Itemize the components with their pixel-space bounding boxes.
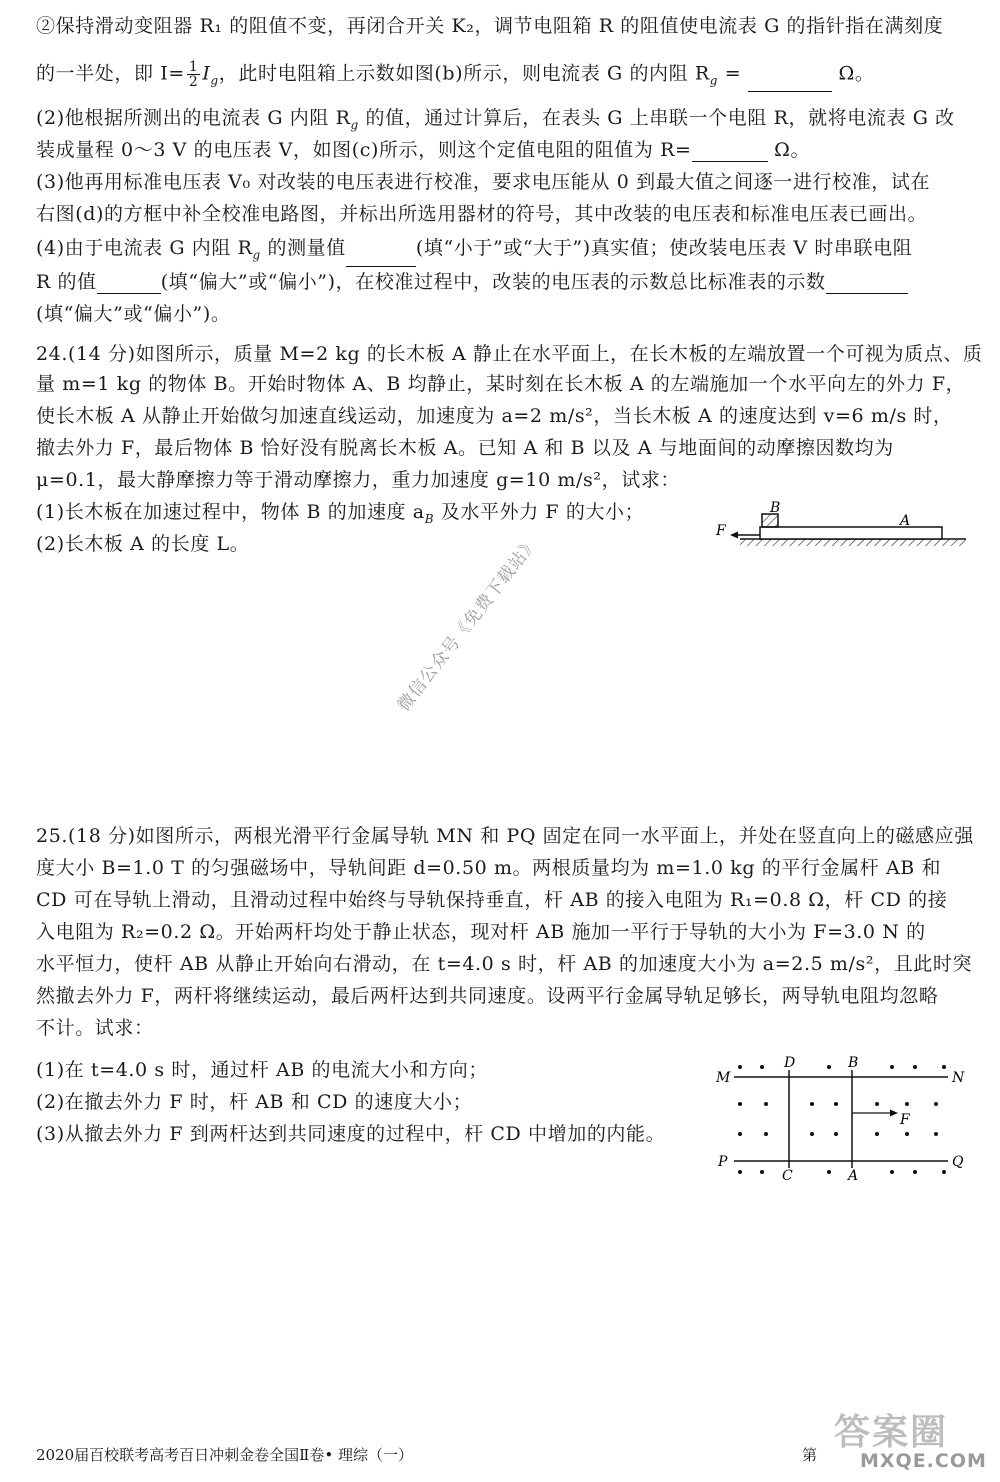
q23-part4-pre: (4)由于电流表 G 内阻 R <box>36 237 253 259</box>
q23-part2-line1 <box>36 106 955 137</box>
q25-line6: 然撤去外力 F，两杆将继续运动，最后两杆达到共同速度。设两平行金属导轨足够长，两导轨电阻均忽略 <box>36 985 939 1007</box>
q23-part4-line3: (填“偏大”或“偏小”)。 <box>36 303 231 325</box>
q23-step2-post: ，此时电阻箱上示数如图(b)所示，则电流表 G 的内阻 R <box>218 62 710 85</box>
answer-blank-rg[interactable] <box>748 73 832 92</box>
q25-line1: 25.(18 分)如图所示，两根光滑平行金属导轨 MN 和 PQ 固定在同一水平面上，并处在竖直向上的磁感应强 <box>36 825 974 847</box>
q23-step2-line2 <box>36 60 875 92</box>
q24-q1-text: (1)长木板在加速过程中，物体 B 的加速度 a <box>36 501 425 523</box>
q25-question3: (3)从撤去外力 F 到两杆达到共同速度的过程中，杆 CD 中增加的内能。 <box>36 1123 666 1145</box>
equals-sign: = <box>718 62 748 85</box>
q23-part3-line2: 右图(d)的方框中补全校准电路图，并标出所选用器材的符号，其中改装的电压表和标准电压表已画出。 <box>36 203 928 225</box>
logo-text: 答案圈 <box>834 1412 949 1453</box>
q25-question1: (1)在 t=4.0 s 时，通过杆 AB 的电流大小和方向； <box>36 1059 488 1081</box>
fraction-denominator: 2 <box>188 74 199 90</box>
rg-subscript: g <box>350 117 359 132</box>
q23-part4-line1 <box>36 236 912 267</box>
q25-line4: 入电阻为 R₂=0.2 Ω。开始两杆均处于静止状态，现对杆 AB 施加一平行于导轨的大小为 F=3.0 N 的 <box>36 921 926 943</box>
label-c: C <box>782 1168 793 1184</box>
site-text: MXQE.COM <box>860 1450 987 1472</box>
watermark-text: 微信公众号《免费下载站》 <box>393 532 543 716</box>
q23-part4-line2 <box>36 270 908 294</box>
footer-page: 第 <box>802 1446 818 1464</box>
q25-figure <box>712 1054 974 1184</box>
footer-title: 2020届百校联考高考百日冲刺金卷全国Ⅱ卷• 理综（一） <box>36 1446 413 1464</box>
q23-part2-a-post: 的值，通过计算后，在表头 G 上串联一个电阻 R，就将电流表 G 改 <box>358 107 955 129</box>
label-p: P <box>718 1154 728 1170</box>
footer-logo <box>834 1400 994 1476</box>
q23-part4-post: (填“小于”或“大于”)真实值；使改装电压表 V 时串联电阻 <box>415 237 913 259</box>
label-q: Q <box>952 1154 964 1170</box>
label-f: F <box>716 523 726 539</box>
ab-subscript: B <box>424 511 435 526</box>
answer-blank-reading[interactable] <box>826 275 908 294</box>
q24-question1 <box>36 500 644 531</box>
q25-line2: 度大小 B=1.0 T 的匀强磁场中，导轨间距 d=0.50 m。两根质量均为 m=1.0 kg 的平行金属杆 AB 和 <box>36 857 942 879</box>
q23-part4-mid: 的测量值 <box>260 237 346 259</box>
q23-part2-b: 装成量程 0～3 V 的电压表 V，如图(c)所示，则这个定值电阻的阻值为 R= <box>36 139 692 161</box>
q23-part4b-pre: R 的值 <box>36 271 97 293</box>
q24-question2: (2)长木板 A 的长度 L。 <box>36 533 250 555</box>
label-m: M <box>716 1070 731 1086</box>
q23-part2-a: (2)他根据所测出的电流表 G 内阻 R <box>36 107 351 129</box>
q24-figure <box>710 498 972 554</box>
label-b: B <box>770 500 781 516</box>
label-f: F <box>900 1112 910 1128</box>
resistance-subscript: g <box>709 73 719 88</box>
q23-step2-line1: ②保持滑动变阻器 R₁ 的阻值不变，再闭合开关 K₂，调节电阻箱 R 的阻值使电流表 G 的指针指在满刻度 <box>36 15 944 37</box>
q25-line5: 水平恒力，使杆 AB 从静止开始向右滑动，在 t=4.0 s 时，杆 AB 的加速度大小为 a=2.5 m/s²，且此时突 <box>36 953 973 975</box>
q24-line5: μ=0.1，最大静摩擦力等于滑动摩擦力，重力加速度 g=10 m/s²，试求： <box>36 469 681 491</box>
q24-line2: 量 m=1 kg 的物体 B。开始时物体 A、B 均静止，某时刻在长木板 A 的左端施加一个水平向左的外力 F， <box>36 373 966 395</box>
force-arrow-head <box>730 532 738 539</box>
q23-step2-pre: 的一半处，即 I= <box>36 62 185 85</box>
ohm-unit: Ω。 <box>838 62 875 85</box>
force-arrow-head <box>890 1110 898 1117</box>
ground-hatch <box>740 539 966 546</box>
q25-line3: CD 可在导轨上滑动，且滑动过程中始终与导轨保持垂直，杆 AB 的接入电阻为 R₁=0.8 Ω，杆 CD 的接 <box>36 889 948 911</box>
fraction-numerator: 1 <box>188 59 199 75</box>
q24-line3: 使长木板 A 从静止开始做匀加速直线运动，加速度为 a=2 m/s²，当长木板 A 的速度达到 v=6 m/s 时， <box>36 405 953 427</box>
answer-blank-series[interactable] <box>97 275 161 294</box>
label-b: B <box>848 1055 859 1071</box>
q24-line1: 24.(14 分)如图所示，质量 M=2 kg 的长木板 A 静止在水平面上，在长木板的左端放置一个可视为质点、质 <box>36 343 983 365</box>
label-d: D <box>784 1055 796 1071</box>
label-a: A <box>900 513 911 529</box>
label-a: A <box>848 1168 859 1184</box>
label-n: N <box>952 1070 965 1086</box>
q25-line7: 不计。试求： <box>36 1017 154 1039</box>
current-subscript: g <box>210 73 219 88</box>
board-a <box>760 527 942 539</box>
q23-part2-line2 <box>36 138 810 162</box>
q23-part4b-mid: (填“偏大”或“偏小”)，在校准过程中，改装的电压表的示数总比标准表的示数 <box>160 271 826 293</box>
answer-blank-measure[interactable] <box>346 248 416 267</box>
q23-part3-line1: (3)他再用标准电压表 V₀ 对改装的电压表进行校准，要求电压能从 0 到最大值之间逐一进行校准，试在 <box>36 171 931 193</box>
rg-subscript-2: g <box>252 247 261 262</box>
ohm-unit-2: Ω。 <box>774 139 811 161</box>
half-fraction <box>187 60 201 89</box>
q25-question2: (2)在撤去外力 F 时，杆 AB 和 CD 的速度大小； <box>36 1091 473 1113</box>
q24-line4: 撤去外力 F，最后物体 B 恰好没有脱离长木板 A。已知 A 和 B 以及 A 与地面间的动摩擦因数均为 <box>36 437 894 459</box>
answer-blank-r[interactable] <box>692 143 768 162</box>
current-symbol: I <box>202 62 211 85</box>
magnetic-field-dots <box>738 1065 946 1174</box>
q24-q1-post: 及水平外力 F 的大小； <box>434 501 645 523</box>
